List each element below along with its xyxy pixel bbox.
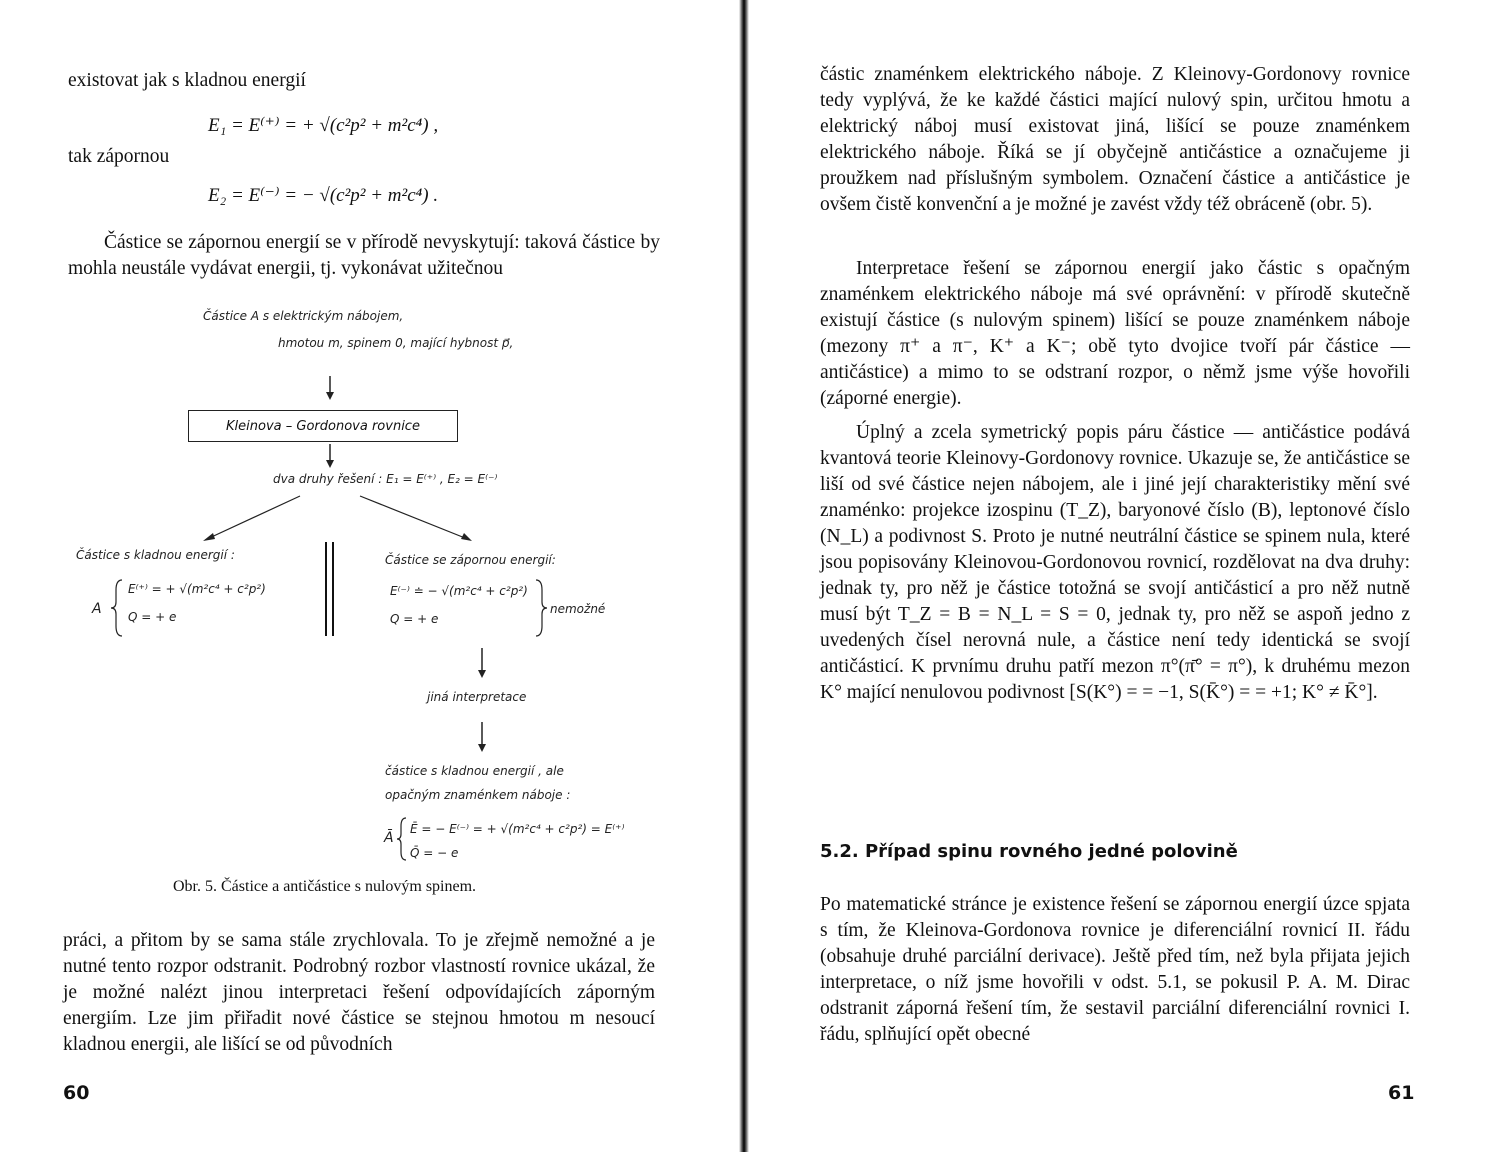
right-paragraph-2: Interpretace řešení se zápornou energií jako částic s opačným znaménkem elektrického náboje má své oprávnění: v přírodě skutečně existují částice (s nulovým spinem) lišící se pouze znaménkem náboje (mezony π⁺ a π⁻, K⁺ a K⁻; obě tyto dvojice tvoří pár částice — antičástice) a mimo to se odstraní rozpor, o němž jsme výše hovořili (záporné energie). — [820, 258, 1410, 409]
paragraph-2: práci, a přitom by se sama stále zrychlovala. To je zřejmě nemožné a je nutné tento rozpor odstranit. Podrobný rozbor vlastností rovnice ukázal, že je možné nalézt jinou interpretaci řešení odpovídajících záporným energiím. Lze jim přiřadit nové částice se stejnou hmotou m nesoucí kladnou energii, ale lišící se od původních — [63, 930, 655, 1055]
diagram-anti-eq-1: Ē = − E⁽⁻⁾ = + √(m²c⁴ + c²p²) = E⁽⁺⁾ — [410, 822, 625, 836]
diagram-right-eq-2: Q = + e — [390, 612, 439, 626]
diagram-left-eq-1: E⁽⁺⁾ = + √(m²c⁴ + c²p²) — [128, 582, 266, 596]
diagram-anti-eq-2: Q̄ = − e — [410, 846, 459, 860]
diagram-impossible-label: nemožné — [550, 602, 606, 616]
paragraph-1: Částice se zápornou energií se v přírodě nevyskytují: taková částice by mohla neustále vydávat energii, tj. vykonávat užitečnou — [68, 232, 660, 279]
figure-caption: Obr. 5. Částice a antičástice s nulovým spinem. — [173, 878, 477, 895]
diagram-result-line-1: částice s kladnou energií , ale — [385, 764, 564, 778]
diagram-two-solutions: dva druhy řešení : E₁ = E⁽⁺⁾ , E₂ = E⁽⁻⁾ — [273, 472, 498, 486]
equation-e2: E₂ = E⁽⁻⁾ = − √(c²p² + m²c⁴) . — [208, 185, 439, 206]
diagram-left-eq-2: Q = + e — [128, 610, 177, 624]
diagram-left-title: Částice s kladnou energií : — [76, 548, 235, 562]
page-number-right: 61 — [1388, 1082, 1415, 1104]
intro-line: existovat jak s kladnou energií — [68, 70, 306, 91]
left-page — [0, 0, 745, 1152]
right-page — [752, 0, 1506, 1152]
diagram-other-interpretation: jiná interpretace — [427, 690, 527, 704]
page-number-left: 60 — [63, 1082, 90, 1104]
kleinova-gordonova-label: Kleinova – Gordonova rovnice — [226, 418, 420, 434]
kleinova-gordonova-box — [188, 410, 458, 442]
diagram-top-line-1: Částice A s elektrickým nábojem, — [203, 309, 404, 323]
diagram-right-title: Částice se zápornou energií: — [385, 553, 556, 567]
diagram-lines — [0, 0, 745, 900]
equation-e1: E₁ = E⁽⁺⁾ = + √(c²p² + m²c⁴) , — [208, 115, 439, 136]
diagram-right-eq-1: E⁽⁻⁾ ≐ − √(m²c⁴ + c²p²) — [390, 584, 528, 598]
diagram-symbol-anti-a: Ā — [384, 830, 394, 846]
diagram-symbol-a: A — [92, 601, 102, 617]
section-heading: 5.2. Případ spinu rovného jedné polovině — [820, 841, 1238, 862]
right-paragraph-1: částic znaménkem elektrického náboje. Z Kleinovy-Gordonovy rovnice tedy vyplývá, že ke každé částici mající nulový spin, určitou hmotu a elektrický náboj musí existovat jiná, lišící se pouze znaménkem elektrického náboje. Říká se jí obyčejně antičástice a označujeme ji proužkem nad příslušným symbolem. Označení částice a antičástice je ovšem čistě konvenční a je možné je zavést vždy též obráceně (obr. 5). — [820, 64, 1410, 215]
diagram-top-line-2: hmotou m, spinem 0, mající hybnost p⃗, — [278, 336, 514, 350]
diagram-result-line-2: opačným znaménkem náboje : — [385, 788, 571, 802]
right-paragraph-4: Po matematické stránce je existence řešení se zápornou energií úzce spjata s tím, že Kleinova-Gordonova rovnice je diferenciální rovnicí II. řádu (obsahuje druhé parciální derivace). Ještě před tím, než byla přijata jejich interpretace, o níž jsme hovořili v odst. 5.1, se pokusil P. A. M. Dirac odstranit záporná řešení tím, že sestavil parciální diferenciální rovnici I. řádu, splňující opět obecné — [820, 894, 1410, 1045]
right-paragraph-3: Úplný a zcela symetrický popis páru částice — antičástice podává kvantová teorie Kleinovy-Gordonovy rovnice. Ukazuje se, že antičástice se liší od své částice nejen nábojem, ale i jiné její charakteristiky mění své znaménko: projekce izospinu (T_Z), baryonové číslo (B), leptonové číslo (N_L) a podivnost S. Proto je nutné neutrální částice se spinem nula, které jsou popisovány Kleinovou-Gordonovou rovnicí, rozdělovat na dva druhy: jednak ty, pro něž je částice totožná se svojí antičásticí a pro něž nutně musí být T_Z = B = N_L = S = 0, jednak ty, pro něž se aspoň jedno z uvedených čísel nerovná nule, a částice není tedy identická se svojí antičásticí. K prvnímu druhu patří mezon π°(π̄° = π°), k druhému mezon K° mající nenulovou podivnost [S(K°) = = −1, S(K̄°) = = +1; K° ≠ K̄°]. — [820, 422, 1410, 703]
tak-zapornou-line: tak zápornou — [68, 146, 170, 167]
